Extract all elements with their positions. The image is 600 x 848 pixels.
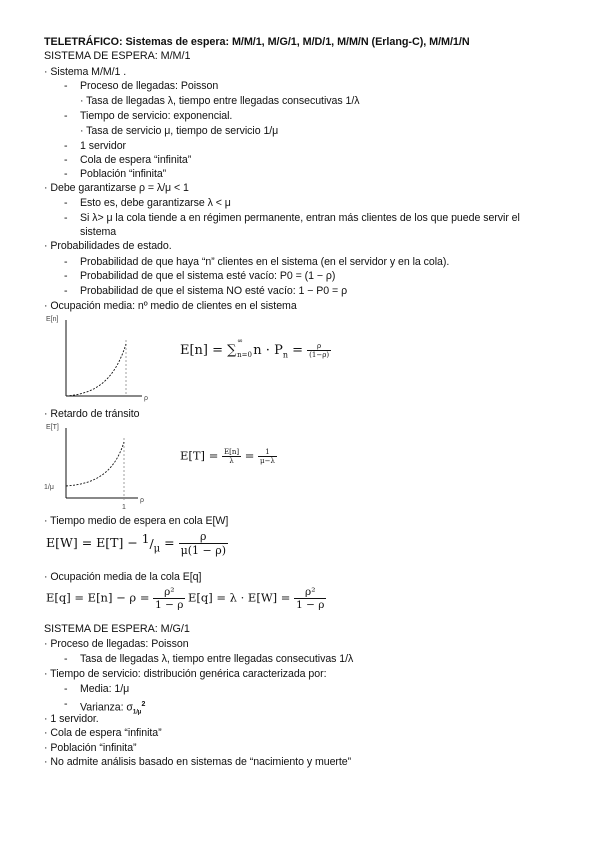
graph-curve [66, 344, 126, 396]
delay-graph [44, 420, 154, 512]
mg1-arrivals-detail: Tasa de llegadas λ, tiempo entre llegadas consecutivas 1/λ [80, 653, 354, 665]
graph-x1-label: 1 [122, 504, 126, 511]
bullet-dash: - [64, 80, 68, 92]
queue-line: Cola de espera “infinita” [80, 154, 192, 166]
bullet-dash: - [64, 197, 68, 209]
mg1-no-analysis-line: · No admite análisis basado en sistemas de “nacimiento y muerte” [44, 756, 352, 768]
bullet-dash: - [64, 140, 68, 152]
graph-curve [66, 442, 124, 486]
mg1-arrivals-line: · Proceso de llegadas: Poisson [44, 638, 189, 650]
servers-line: 1 servidor [80, 140, 127, 152]
guarantee-a: Esto es, debe garantizarse λ < μ [80, 197, 231, 209]
bullet-dash: - [64, 168, 68, 180]
arrivals-line: Proceso de llegadas: Poisson [80, 80, 219, 92]
bullet-dash: - [64, 154, 68, 166]
bullet-dash: - [64, 256, 68, 268]
service-line: Tiempo de servicio: exponencial. [80, 110, 233, 122]
graph-ylabel: E[n] [46, 316, 59, 323]
graph-xlabel: ρ [144, 395, 148, 402]
delay-formula: E[T] = $\frac{E[n]}{\lambda}$ = $\frac{1}{\mu-\lambda}$ [180, 448, 275, 465]
occupancy-line: · Ocupación media: nº medio de clientes en el sistema [44, 300, 297, 312]
prob-notempty-line: Probabilidad de que el sistema NO esté vacío: 1 − P0 = ρ [80, 285, 348, 297]
service-detail: · Tasa de servicio μ, tiempo de servicio 1/μ [80, 125, 279, 137]
guarantee-b2: sistema [80, 226, 117, 238]
population-line: Población “infinita” [80, 168, 167, 180]
mg1-mean-line: Media: 1/μ [80, 683, 130, 695]
document-title: TELETRÁFICO: Sistemas de espera: M/M/1, M/G/1, M/D/1, M/M/N (Erlang-C), M/M/1/N [44, 36, 470, 48]
mg1-service-line: · Tiempo de servicio: distribución genérica caracterizada por: [44, 668, 327, 680]
occupancy-formula: E[n] = ∑ ∞ n=0 $n \cdot P_n$ = $\frac{\rho}{(1-\rho)}$ [180, 337, 330, 360]
mg1-population-line: · Población “infinita” [44, 742, 137, 754]
queue-occupancy-line: · Ocupación media de la cola E[q] [44, 571, 202, 583]
bullet-dash: - [64, 270, 68, 282]
section-heading-mm1: SISTEMA DE ESPERA: M/M/1 [44, 50, 191, 62]
probabilities-line: · Probabilidades de estado. [44, 240, 172, 252]
graph-ylabel: E[T] [46, 424, 59, 431]
mg1-variance-line: Varianza: $\sigma_{1/\mu}^2$ [80, 701, 146, 716]
bullet-dash: - [64, 285, 68, 297]
prob-n-line: Probabilidad de que haya “n” clientes en el sistema (en el servidor y en la cola). [80, 256, 450, 268]
bullet-dash: - [64, 212, 68, 224]
delay-line: · Retardo de tránsito [44, 408, 140, 420]
bullet-dash: - [64, 683, 68, 695]
mg1-queue-line: · Cola de espera “infinita” [44, 727, 162, 739]
arrivals-detail: · Tasa de llegadas λ, tiempo entre llegadas consecutivas 1/λ [80, 95, 360, 107]
section-heading-mg1: SISTEMA DE ESPERA: M/G/1 [44, 623, 190, 635]
wait-line: · Tiempo medio de espera en cola E[W] [44, 515, 229, 527]
graph-y0-label: 1/μ [44, 484, 54, 491]
guarantee-b: Si λ> μ la cola tiende a en régimen permanente, entran más clientes de los que puede servir el [80, 212, 520, 224]
queue-formula-2: E[q] = λ · E[W] = $\frac{\text{ρ²}}{1 - \rho}$ [188, 586, 325, 611]
wait-formula: $E[W] = E[T] - ^1/_\mu$ = $\frac{\rho}{\mu(1 - \rho)}$ [46, 530, 226, 557]
occupancy-graph [44, 312, 154, 402]
mg1-servers-line: · 1 servidor. [44, 713, 99, 725]
bullet-dash: - [64, 653, 68, 665]
graph-xlabel: ρ [140, 497, 144, 504]
prob-empty-line: Probabilidad de que el sistema esté vacío: P0 = (1 − ρ) [80, 270, 336, 282]
system-line: · Sistema M/M/1 . [44, 66, 127, 78]
bullet-dash: - [64, 698, 68, 710]
queue-formula-1: E[q] = E[n] − ρ = $\frac{\text{ρ²}}{1 - \rho}$ [46, 586, 184, 611]
bullet-dash: - [64, 110, 68, 122]
guarantee-line: · Debe garantizarse ρ = λ/μ < 1 [44, 182, 189, 194]
